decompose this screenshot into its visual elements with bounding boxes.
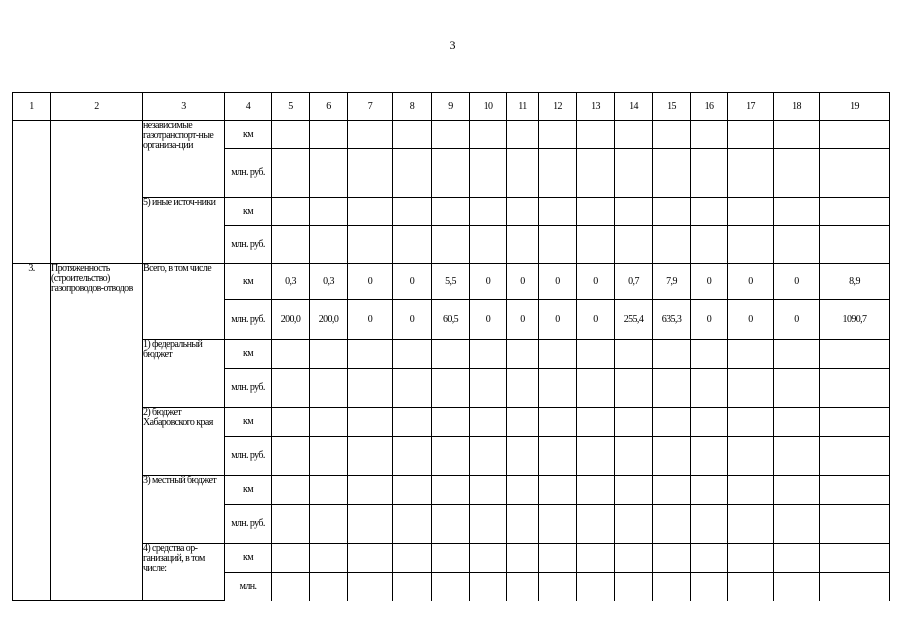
empty-cell [691,476,728,505]
unit-label: млн. руб. [225,437,272,476]
empty-cell [348,408,393,437]
empty-cell [774,476,820,505]
empty-cell [470,198,507,226]
empty-cell [470,476,507,505]
value-cell: 0 [691,264,728,300]
empty-cell [470,437,507,476]
empty-cell [691,408,728,437]
empty-cell [310,476,348,505]
unit-label: млн. руб. [225,149,272,198]
empty-cell [432,544,470,573]
empty-cell [432,437,470,476]
empty-cell [348,226,393,264]
empty-cell [615,408,653,437]
value-cell: 0 [539,264,577,300]
empty-cell [820,149,890,198]
empty-cell [728,505,774,544]
value-cell: 255,4 [615,300,653,340]
empty-cell [393,505,432,544]
empty-cell [774,437,820,476]
column-header: 3 [143,93,225,121]
empty-cell [653,573,691,601]
empty-cell [432,340,470,369]
empty-cell [577,437,615,476]
empty-cell [272,408,310,437]
value-cell: 0 [393,264,432,300]
empty-cell [615,340,653,369]
column-header: 15 [653,93,691,121]
empty-cell [432,408,470,437]
empty-cell [691,505,728,544]
unit-label: млн. руб. [225,505,272,544]
empty-cell [615,149,653,198]
empty-cell [615,226,653,264]
value-cell: 7,9 [653,264,691,300]
unit-label: млн. руб. [225,226,272,264]
empty-cell [310,437,348,476]
unit-label: км [225,198,272,226]
empty-cell [615,476,653,505]
empty-cell [774,573,820,601]
empty-cell [728,340,774,369]
empty-cell [393,476,432,505]
empty-cell [653,437,691,476]
value-cell: 5,5 [432,264,470,300]
empty-cell [539,476,577,505]
empty-cell [539,369,577,408]
empty-cell [432,149,470,198]
value-cell: 60,5 [432,300,470,340]
investment-table [12,92,890,601]
column-header: 7 [348,93,393,121]
value-cell: 200,0 [310,300,348,340]
empty-cell [653,226,691,264]
section-number: 3. [13,264,51,601]
empty-cell [507,408,539,437]
value-cell: 0,3 [310,264,348,300]
unit-label: км [225,121,272,149]
empty-cell [507,369,539,408]
empty-cell [272,340,310,369]
empty-cell [728,226,774,264]
empty-cell [393,340,432,369]
value-cell: 0 [728,300,774,340]
empty-cell [393,408,432,437]
empty-cell [470,149,507,198]
unit-label: млн. руб. [225,300,272,340]
column-header: 18 [774,93,820,121]
empty-cell [393,226,432,264]
empty-cell [272,121,310,149]
column-header: 14 [615,93,653,121]
empty-cell [653,121,691,149]
table-row [13,408,890,437]
empty-cell [577,369,615,408]
empty-cell [577,408,615,437]
empty-cell [653,476,691,505]
value-cell: 0 [470,264,507,300]
funding-source-label: 5) иные источ-ники [143,198,225,264]
empty-cell [653,505,691,544]
empty-cell [310,226,348,264]
empty-cell [310,544,348,573]
unit-label: км [225,340,272,369]
value-cell: 0 [470,300,507,340]
empty-cell [820,437,890,476]
empty-cell [820,408,890,437]
empty-cell [691,121,728,149]
empty-cell [691,340,728,369]
funding-source-label: 1) федеральный бюджет [143,340,225,408]
empty-cell [348,149,393,198]
empty-cell [691,149,728,198]
empty-cell [691,369,728,408]
empty-cell [820,369,890,408]
empty-cell [577,149,615,198]
empty-cell [432,369,470,408]
empty-cell [615,437,653,476]
empty-cell [653,369,691,408]
unit-label: млн. [225,573,272,601]
empty-cell [272,437,310,476]
empty-cell [393,369,432,408]
empty-cell [728,476,774,505]
empty-cell [310,198,348,226]
funding-source-label: 4) средства ор-ганизаций, в том числе: [143,544,225,601]
empty-cell [539,573,577,601]
empty-cell [470,544,507,573]
value-cell: 0 [539,300,577,340]
unit-label: млн. руб. [225,369,272,408]
empty-cell [348,573,393,601]
empty-cell [507,505,539,544]
empty-cell [728,198,774,226]
funding-source-label: 3) местный бюджет [143,476,225,544]
empty-cell [310,369,348,408]
empty-cell [577,198,615,226]
empty-cell [310,121,348,149]
empty-cell [470,573,507,601]
empty-cell [272,573,310,601]
empty-cell [615,369,653,408]
empty-cell [272,369,310,408]
value-cell: 0 [774,300,820,340]
value-cell: 200,0 [272,300,310,340]
row-name-cell [51,121,143,264]
empty-cell [539,408,577,437]
empty-cell [432,476,470,505]
empty-cell [348,340,393,369]
empty-cell [539,226,577,264]
empty-cell [393,437,432,476]
empty-cell [691,198,728,226]
funding-source-label: Всего, в том числе [143,264,225,340]
empty-cell [774,505,820,544]
empty-cell [539,198,577,226]
empty-cell [728,544,774,573]
row-number-cell [13,121,51,264]
unit-label: км [225,476,272,505]
empty-cell [272,149,310,198]
empty-cell [728,121,774,149]
empty-cell [272,226,310,264]
value-cell: 0,3 [272,264,310,300]
empty-cell [653,149,691,198]
empty-cell [615,505,653,544]
empty-cell [348,544,393,573]
empty-cell [432,226,470,264]
empty-cell [691,544,728,573]
empty-cell [348,505,393,544]
empty-cell [432,573,470,601]
value-cell: 0 [691,300,728,340]
column-header: 6 [310,93,348,121]
column-header: 10 [470,93,507,121]
section-title: Протяженность (строительство) газопроводов-отводов [51,264,143,601]
value-cell: 0 [393,300,432,340]
empty-cell [577,121,615,149]
empty-cell [774,121,820,149]
empty-cell [691,226,728,264]
empty-cell [615,198,653,226]
column-header: 4 [225,93,272,121]
table-row [13,476,890,505]
page-number: 3 [449,38,456,52]
empty-cell [820,573,890,601]
empty-cell [272,505,310,544]
empty-cell [615,573,653,601]
table-row [13,544,890,573]
empty-cell [691,573,728,601]
empty-cell [393,149,432,198]
empty-cell [728,408,774,437]
empty-cell [539,121,577,149]
empty-cell [774,408,820,437]
empty-cell [470,121,507,149]
empty-cell [539,505,577,544]
empty-cell [539,149,577,198]
empty-cell [653,408,691,437]
empty-cell [774,369,820,408]
value-cell: 8,9 [820,264,890,300]
empty-cell [653,544,691,573]
empty-cell [820,121,890,149]
empty-cell [820,544,890,573]
value-cell: 0 [774,264,820,300]
empty-cell [774,544,820,573]
empty-cell [577,544,615,573]
empty-cell [348,198,393,226]
column-header: 2 [51,93,143,121]
empty-cell [348,437,393,476]
empty-cell [470,226,507,264]
empty-cell [820,226,890,264]
column-header: 16 [691,93,728,121]
empty-cell [820,505,890,544]
value-cell: 0,7 [615,264,653,300]
total-km-row [13,264,890,300]
empty-cell [470,505,507,544]
funding-source-label: независимые газотранспорт-ные организа-ции [143,121,225,198]
empty-cell [774,226,820,264]
column-header: 1 [13,93,51,121]
value-cell: 0 [507,264,539,300]
empty-cell [653,340,691,369]
empty-cell [774,149,820,198]
table-row [13,121,890,149]
column-header: 19 [820,93,890,121]
column-header: 5 [272,93,310,121]
empty-cell [820,340,890,369]
empty-cell [393,121,432,149]
empty-cell [507,437,539,476]
unit-label: км [225,544,272,573]
value-cell: 0 [577,300,615,340]
empty-cell [470,369,507,408]
empty-cell [728,369,774,408]
empty-cell [348,476,393,505]
funding-source-label: 2) бюджет Хабаровского края [143,408,225,476]
empty-cell [820,476,890,505]
empty-cell [615,121,653,149]
empty-cell [348,369,393,408]
empty-cell [272,198,310,226]
empty-cell [577,505,615,544]
empty-cell [470,340,507,369]
empty-cell [507,340,539,369]
empty-cell [507,544,539,573]
value-cell: 635,3 [653,300,691,340]
empty-cell [272,544,310,573]
empty-cell [774,198,820,226]
empty-cell [691,437,728,476]
empty-cell [507,573,539,601]
column-header: 12 [539,93,577,121]
empty-cell [432,121,470,149]
empty-cell [432,505,470,544]
column-header: 8 [393,93,432,121]
empty-cell [272,476,310,505]
empty-cell [539,437,577,476]
empty-cell [507,226,539,264]
unit-label: км [225,408,272,437]
empty-cell [820,198,890,226]
empty-cell [470,408,507,437]
empty-cell [393,573,432,601]
empty-cell [577,226,615,264]
empty-cell [393,198,432,226]
empty-cell [653,198,691,226]
empty-cell [507,121,539,149]
empty-cell [310,573,348,601]
empty-cell [728,573,774,601]
empty-cell [539,544,577,573]
value-cell: 0 [348,300,393,340]
column-header: 13 [577,93,615,121]
table-row [13,340,890,369]
empty-cell [774,340,820,369]
empty-cell [728,149,774,198]
empty-cell [348,121,393,149]
value-cell: 0 [728,264,774,300]
empty-cell [310,408,348,437]
empty-cell [507,198,539,226]
column-header: 17 [728,93,774,121]
unit-label: км [225,264,272,300]
value-cell: 1090,7 [820,300,890,340]
empty-cell [507,476,539,505]
table-row [13,198,890,226]
header-row [13,93,890,121]
column-header: 9 [432,93,470,121]
empty-cell [507,149,539,198]
empty-cell [310,149,348,198]
empty-cell [728,437,774,476]
empty-cell [577,476,615,505]
value-cell: 0 [577,264,615,300]
empty-cell [393,544,432,573]
value-cell: 0 [348,264,393,300]
value-cell: 0 [507,300,539,340]
empty-cell [577,573,615,601]
empty-cell [432,198,470,226]
empty-cell [577,340,615,369]
empty-cell [310,340,348,369]
empty-cell [615,544,653,573]
empty-cell [539,340,577,369]
empty-cell [310,505,348,544]
column-header: 11 [507,93,539,121]
